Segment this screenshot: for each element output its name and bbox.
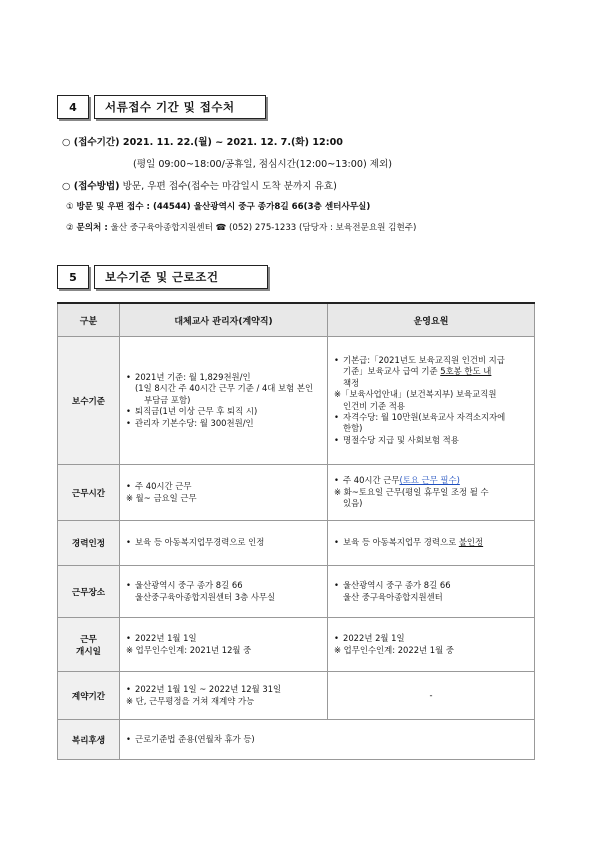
table-row-career bbox=[58, 521, 535, 566]
section-5-header bbox=[57, 265, 268, 289]
row-label-start: 근무 개시일 bbox=[58, 618, 120, 672]
inquiry-text: 울산 중구육아종합지원센터 ☎ (052) 275-1233 (담당자 : 보육전문요원 김현주) bbox=[110, 223, 417, 233]
list-item: • 주 40시간 근무 bbox=[126, 481, 321, 492]
receipt-period: ○ (접수기간) 2021. 11. 22.(월) ~ 2021. 12. 7.(화) 12:00 bbox=[62, 137, 343, 148]
header-category: 구분 bbox=[58, 303, 120, 337]
list-item: • 기본급:「2021년도 보육교직원 인건비 지급 기준」보육교사 급여 기준 5호봉 한도 내 책정 bbox=[334, 355, 528, 389]
table-row-hours bbox=[58, 465, 535, 521]
table-row-welfare bbox=[58, 720, 535, 760]
list-item: • 보육 등 아동복지업무 경력으로 불인정 bbox=[334, 537, 528, 548]
contract-staff-cell: - bbox=[328, 672, 535, 720]
receipt-method bbox=[62, 178, 337, 192]
hours-staff-cell bbox=[328, 465, 535, 521]
list-item: • 근로기준법 준용(연월차 휴가 등) bbox=[126, 734, 528, 745]
list-item: ※「보육사업안내」(보건복지부) 보육교직원 인건비 기준 적용 bbox=[334, 389, 497, 411]
pay-staff-cell bbox=[328, 337, 535, 465]
row-label-hours: 근무시간 bbox=[58, 465, 120, 521]
list-item: • 관리자 기본수당: 월 300천원/인 bbox=[126, 418, 321, 429]
contract-manager-cell bbox=[120, 672, 328, 720]
list-item: • 퇴직금(1년 이상 근무 후 퇴직 시) bbox=[126, 406, 321, 417]
receipt-method-label: ○ (접수방법) bbox=[62, 181, 120, 192]
list-item: • 울산광역시 중구 종가 8길 66 울산중구육아종합지원센터 3층 사무실 bbox=[126, 580, 321, 603]
address-text: 방문 및 우편 접수 : (44544) 울산광역시 중구 종가8길 66(3층 센터사무실) bbox=[76, 202, 371, 212]
list-item: • 2022년 2월 1일 bbox=[334, 633, 528, 644]
inquiry-label: 문의처 : bbox=[76, 223, 108, 233]
list-item: • 주 40시간 근무(토요 근무 필수) bbox=[334, 475, 528, 486]
place-staff-cell bbox=[328, 566, 535, 618]
pay-manager-cell bbox=[120, 337, 328, 465]
conditions-table bbox=[57, 302, 535, 760]
section-number: 5 bbox=[57, 265, 89, 289]
row-label-contract: 계약기간 bbox=[58, 672, 120, 720]
receipt-inquiry bbox=[66, 221, 416, 233]
list-item: ※ 화~토요일 근무(평일 휴무일 조정 될 수 있음) bbox=[334, 486, 489, 509]
list-item: ※ 업무인수인계: 2022년 1월 중 bbox=[334, 644, 454, 655]
inquiry-number: ② bbox=[66, 223, 74, 233]
table-row-pay bbox=[58, 337, 535, 465]
row-label-career: 경력인정 bbox=[58, 521, 120, 566]
table-header-row bbox=[58, 303, 535, 337]
list-item: • 보육 등 아동복지업무경력으로 인정 bbox=[126, 537, 321, 548]
list-item: ※ 업무인수인계: 2021년 12월 중 bbox=[126, 644, 252, 655]
career-staff-cell bbox=[328, 521, 535, 566]
hours-manager-cell bbox=[120, 465, 328, 521]
list-item: • 자격수당: 월 10만원(보육교사 자격소지자에 한함) bbox=[334, 412, 528, 435]
receipt-period-note: (평일 09:00~18:00/공휴일, 점심시간(12:00~13:00) 제외) bbox=[133, 159, 393, 170]
list-item: • 2021년 기준: 월 1,829천원/인 (1일 8시간 주 40시간 근무 기준 / 4대 보험 본인 부담금 포함) bbox=[126, 372, 321, 406]
section-4-header bbox=[57, 95, 266, 119]
row-label-welfare: 복리후생 bbox=[58, 720, 120, 760]
list-item: ※ 월~ 금요일 근무 bbox=[126, 492, 197, 503]
start-manager-cell bbox=[120, 618, 328, 672]
welfare-cell bbox=[120, 720, 535, 760]
section-number: 4 bbox=[57, 95, 89, 119]
list-item: • 2022년 1월 1일 ~ 2022년 12월 31일 bbox=[126, 684, 321, 695]
row-label-pay: 보수기준 bbox=[58, 337, 120, 465]
career-manager-cell bbox=[120, 521, 328, 566]
receipt-address bbox=[66, 200, 370, 212]
table-row-contract bbox=[58, 672, 535, 720]
table-row-place bbox=[58, 566, 535, 618]
address-number: ① bbox=[66, 202, 74, 212]
table-row-start bbox=[58, 618, 535, 672]
list-item: ※ 단, 근무평정을 거쳐 재계약 가능 bbox=[126, 695, 255, 706]
receipt-method-text: 방문, 우편 접수(접수는 마감일시 도착 분까지 유효) bbox=[122, 181, 337, 192]
place-manager-cell bbox=[120, 566, 328, 618]
header-substitute-manager: 대체교사 관리자(계약직) bbox=[120, 303, 328, 337]
start-staff-cell bbox=[328, 618, 535, 672]
section-title: 서류접수 기간 및 접수처 bbox=[94, 95, 266, 119]
header-operations-staff: 운영요원 bbox=[328, 303, 535, 337]
list-item: • 2022년 1월 1일 bbox=[126, 633, 321, 644]
section-title: 보수기준 및 근로조건 bbox=[94, 265, 268, 289]
list-item: • 명절수당 지급 및 사회보험 적용 bbox=[334, 435, 528, 446]
row-label-place: 근무장소 bbox=[58, 566, 120, 618]
list-item: • 울산광역시 중구 종가 8길 66 울산 중구육아종합지원센터 bbox=[334, 580, 528, 603]
